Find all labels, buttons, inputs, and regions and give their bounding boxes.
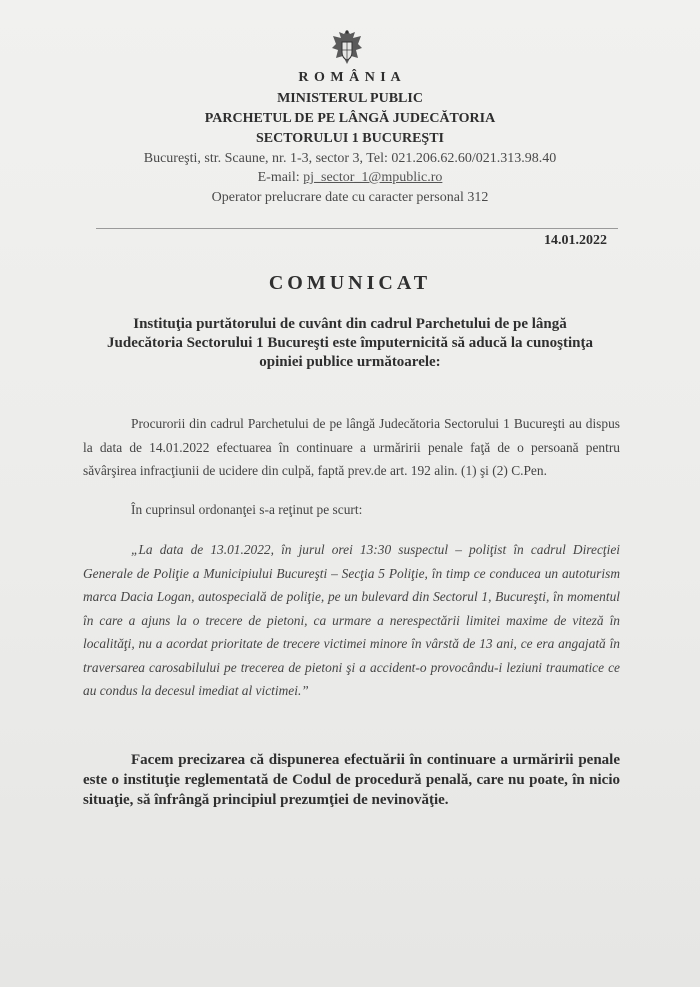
header-office-line1: PARCHETUL DE PE LÂNGĂ JUDECĂTORIA (204, 111, 496, 126)
header-ministry: MINISTERUL PUBLIC (277, 91, 423, 106)
header-office-line2: SECTORULUI 1 BUCUREŞTI (255, 131, 444, 146)
coat-of-arms-icon (331, 28, 363, 68)
header-address: Bucureşti, str. Scaune, nr. 1-3, sector 3, Tel: 021.206.62.60/021.313.98.40 (143, 151, 557, 166)
header-country: R O M Â N I A (298, 70, 402, 85)
email-label: E-mail: (257, 170, 300, 185)
email-link[interactable]: pj_sector_1@mpublic.ro (303, 170, 443, 185)
paragraph-final-note: Facem precizarea că dispunerea efectuării în continuare a urmăririi penale este o instituţie reglementată de Codul de procedură penală, care nu poate, în nicio situaţie, să înfrângă principiul prezumţiei de nevinovăţie. (83, 752, 620, 808)
paragraph-decision: Procurorii din cadrul Parchetului de pe lângă Judecătoria Sectorului 1 Bucureşti au dispus la data de 14.01.2022 efectuarea în continuare a urmăririi penale faţă de o persoană pentru săvârşirea infracţiunii de ucidere din culpă, faptă prev.de art. 192 alin. (1) şi (2) C.Pen. (83, 416, 620, 478)
paragraph-summary-intro: În cuprinsul ordonanţei s-a reţinut pe scurt: (131, 502, 363, 517)
document-date: 14.01.2022 (544, 233, 607, 248)
document-title: COMUNICAT (268, 272, 432, 294)
header-email-line (0, 170, 700, 186)
intro-paragraph: Instituţia purtătorului de cuvânt din cadrul Parchetului de pe lângă Judecătoria Sectorului 1 Bucureşti este împuternicită să aducă la cunoştinţa opiniei publice următoarele: (107, 316, 593, 370)
header-divider (96, 228, 618, 229)
header-operator: Operator prelucrare date cu caracter personal 312 (211, 190, 489, 205)
paragraph-quote: „La data de 13.01.2022, în jurul orei 13:30 suspectul – poliţist în cadrul Direcţiei Generale de Poliţie a Municipiului Bucureşti – Secţia 5 Poliţie, în timp ce conducea un autoturism marca Dacia Logan, autospecială de poliţie, pe un bulevard din Sectorul 1, Bucureşti, în momentul în care a ajuns la o trecere de pietoni, ca urmare a nerespectării limitei maxime de viteză în localităţi, nu a acordat prioritate de trecere victimei minore în vârstă de 13 ani, ce era angajată în traversarea carosabilului pe trecerea de pietoni şi a accident-o provocându-i leziuni traumatice ce au condus la decesul imediat al victimei.” (83, 542, 620, 698)
